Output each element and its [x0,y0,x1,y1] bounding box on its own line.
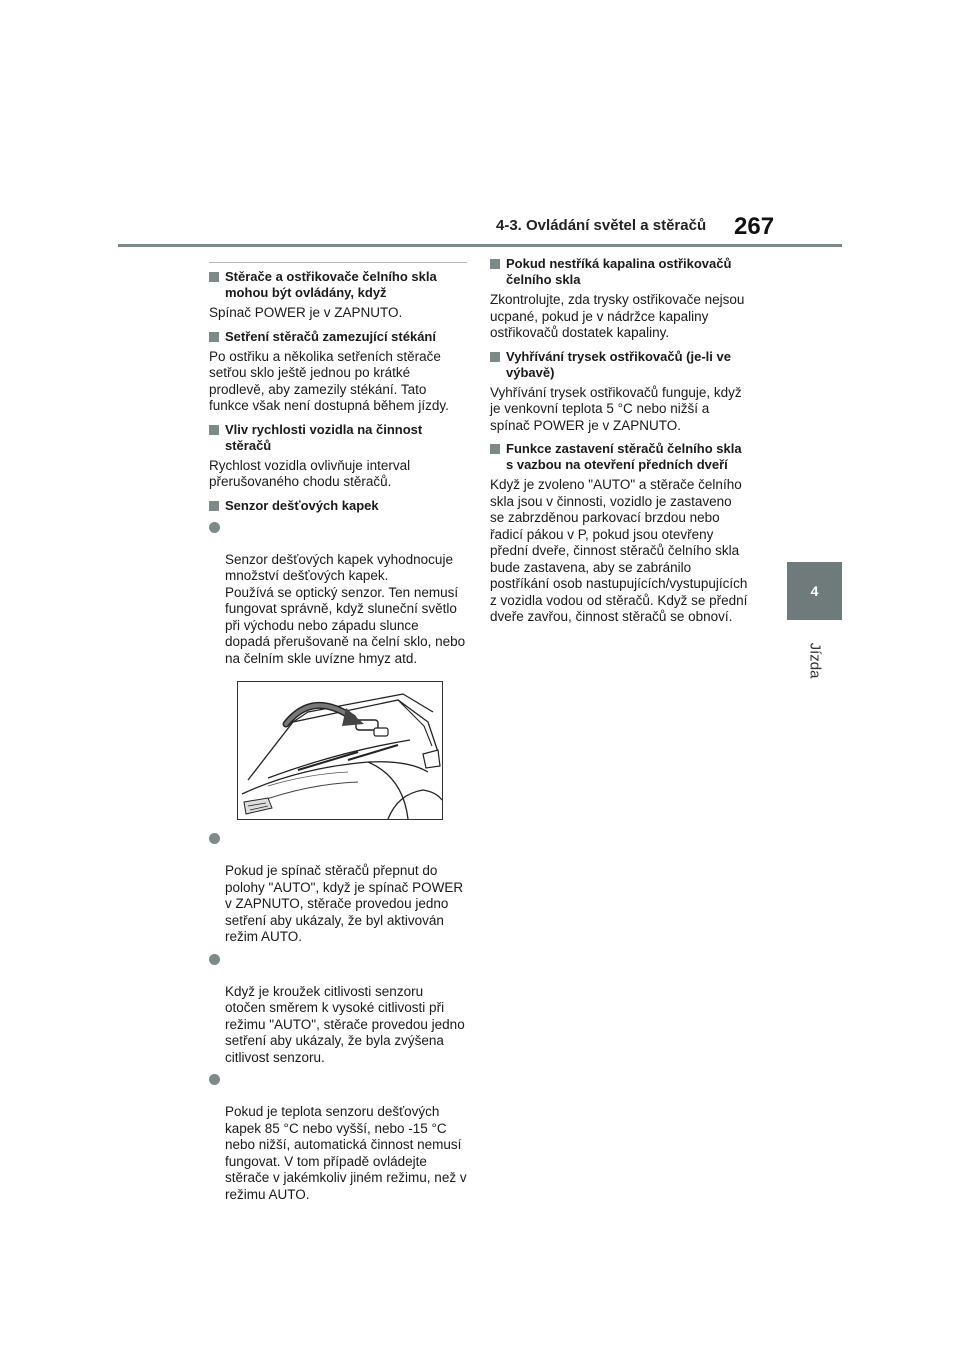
left-column [209,262,467,1210]
right-column [490,256,748,633]
section-heading [490,256,748,288]
section-heading [209,422,467,454]
bullet-text: Pokud je spínač stěračů přepnut do polohy "AUTO", když je spínač POWER v ZAPNUTO, stěrače provedou jedno setření aby ukázaly, že byl aktivován režim AUTO. [225,863,464,944]
circle-bullet-icon [209,954,220,965]
heading-text: Vliv rychlosti vozidla na činnost stěračů [225,421,423,453]
circle-bullet-icon [209,522,220,533]
section-heading [209,498,467,514]
heading-text: Stěrače a ostřikovače čelního skla mohou být ovládány, když [225,269,437,300]
square-bullet-icon [209,272,219,282]
heading-text: Setření stěračů zamezující stékání [225,328,436,344]
bullet-text: Pokud je teplota senzoru dešťových kapek 85 °C nebo vyšší, nebo -15 °C nebo nižší, automatická činnost nemusí fungovat. V tom případě ovládejte stěrače v jakémkoliv jiném režimu, než v režimu AUTO. [225,1104,467,1202]
circle-bullet-icon [209,1074,220,1085]
section-text: Spínač POWER je v ZAPNUTO. [209,305,403,320]
section-vehicle-speed [209,422,467,491]
square-bullet-icon [209,332,219,342]
square-bullet-icon [490,259,500,269]
section-heading [490,349,748,381]
section-text: Když je zvoleno "AUTO" a stěrače čelního skla jsou v činnosti, vozidlo je zastaveno se zabrzděnou parkovací brzdou nebo řadicí pákou v P, pokud jsou otevřeny přední dveře, činnost stěračů čelního skla bude zastavena, aby se zabránilo postříkání osob nastupujících/vystupujících z vozidla vodou od stěračů. Když se přední dveře zavřou, činnost stěračů se obnoví. [490,477,748,624]
heading-text: Senzor dešťových kapek [225,497,379,513]
bullet-text: Když je kroužek citlivosti senzoru otočen směrem k vysoké citlivosti při režimu "AUTO", stěrače provedou jedno setření aby ukázaly, že byla zvýšena citlivost senzoru. [225,983,465,1065]
list-item [209,951,467,1067]
section-nozzle-heating [490,349,748,435]
list-item [209,1071,467,1203]
page-number: 267 [734,213,775,240]
square-bullet-icon [490,444,500,454]
chapter-label [787,630,842,690]
square-bullet-icon [490,352,500,362]
list-item [209,830,467,946]
square-bullet-icon [209,501,219,511]
heading-text: Funkce zastavení stěračů čelního skla s vazbou na otevření předních dveří [506,441,742,472]
circle-bullet-icon [209,833,220,844]
chapter-tab: 4 [787,562,842,620]
section-rain-sensor [209,498,467,1204]
section-text: Vyhřívání trysek ostřikovačů funguje, když je venkovní teplota 5 °C nebo nižší a spínač POWER je v ZAPNUTO. [490,384,742,433]
section-text: Po ostřiku a několika setřeních stěrače setřou sklo ještě jednou po krátké prodlevě, aby zamezily stékání. Tato funkce však není dostupná během jízdy. [209,348,449,413]
heading-text: Pokud nestříká kapalina ostřikovačů čelního skla [506,256,732,287]
section-door-linked-stop [490,441,748,626]
header-rule [118,244,842,247]
section-drip-prevention [209,329,467,415]
section-wipers-operable [209,269,467,322]
chapter-label-text: Jízda [805,642,823,678]
page-header-title: 4-3. Ovládání světel a stěračů [496,217,707,234]
square-bullet-icon [209,425,219,435]
section-heading [209,329,467,345]
section-heading [490,441,748,473]
section-text: Rychlost vozidla ovlivňuje interval přerušovaného chodu stěračů. [209,457,411,489]
windshield-rain-sensor-illustration [237,681,443,820]
bullet-text: Senzor dešťových kapek vyhodnocuje množství dešťových kapek. Používá se optický senzor. Ten nemusí fungovat správně, když sluneční světlo při východu nebo západu slunce dopadá přerušovaně na čelní sklo, nebo na čelním skle uvízne hmyz atd. [225,551,466,666]
list-item [209,519,467,668]
section-heading [209,269,467,301]
section-text: Zkontrolujte, zda trysky ostřikovače nejsou ucpané, pokud je v nádržce kapaliny ostřikovačů dostatek kapaliny. [490,292,745,340]
heading-text: Vyhřívání trysek ostřikovačů (je-li ve výbavě) [506,348,731,380]
section-no-washer-fluid [490,256,748,342]
